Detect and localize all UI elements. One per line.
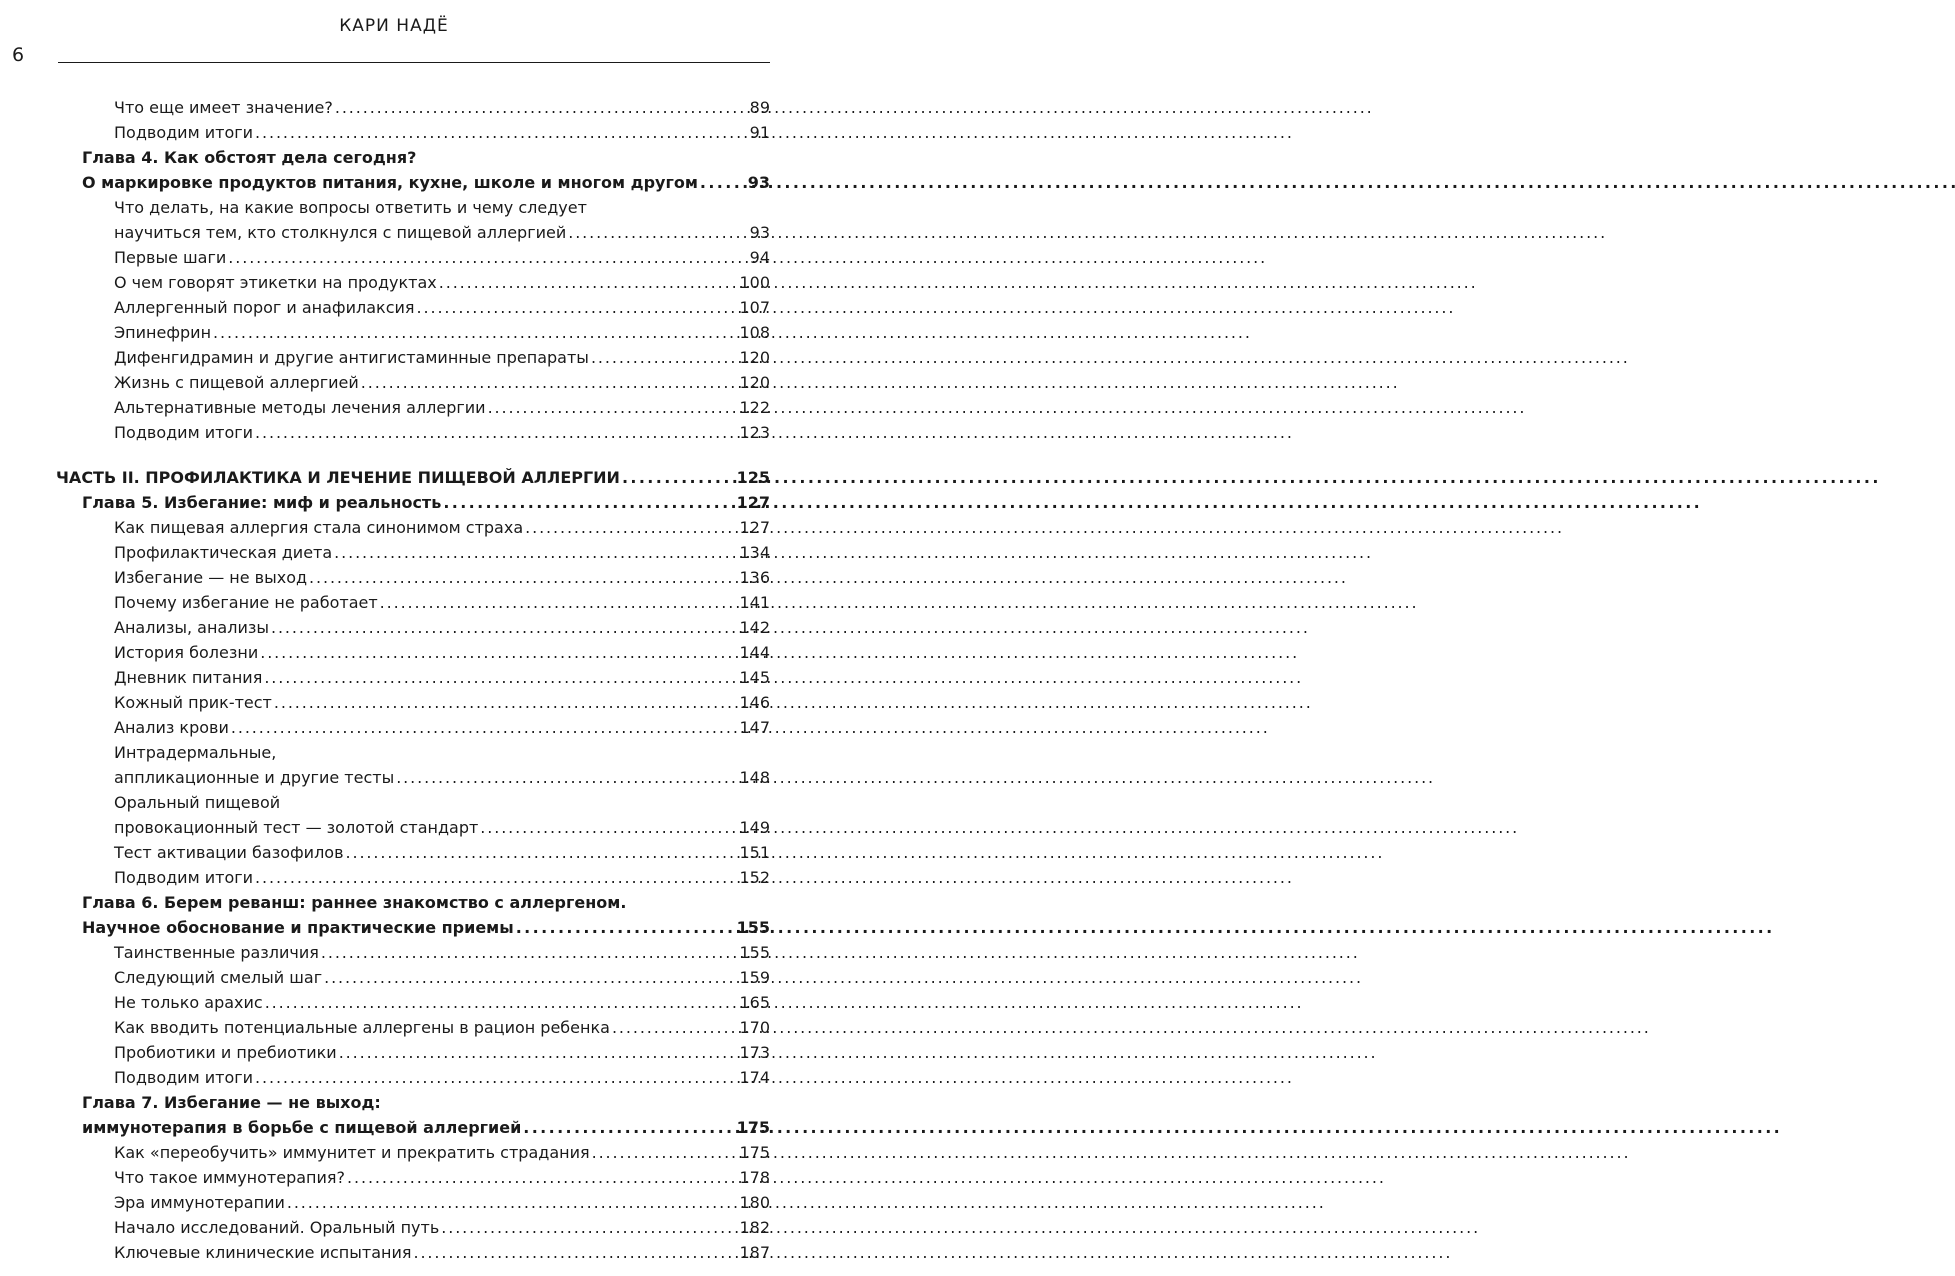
toc-entry-page: 187	[739, 1243, 770, 1262]
toc-entry-title: Тест активации базофилов	[114, 843, 344, 862]
toc-leader-dots	[480, 815, 737, 840]
page-number: 6	[12, 44, 25, 66]
toc-entry	[0, 940, 788, 965]
toc-leader-dots	[346, 840, 738, 865]
toc-entry-title: Подводим итоги	[114, 1068, 254, 1087]
toc-entry-page: 145	[739, 668, 770, 687]
toc-entry	[0, 170, 788, 195]
toc-entry-title: Жизнь с пищевой аллергией	[114, 373, 359, 392]
toc-entry-page: 94	[749, 248, 770, 267]
toc-leader-dots	[255, 420, 737, 445]
toc-entry-title: Пробиотики и пребиотики	[114, 1043, 337, 1062]
toc-entry-title: Дифенгидрамин и другие антигистаминные препараты	[114, 348, 589, 367]
toc-leader-dots	[255, 1065, 737, 1090]
toc-entry-page: 125	[736, 468, 770, 487]
toc-leader-dots	[271, 615, 737, 640]
toc-entry	[0, 1140, 788, 1165]
toc-entry-title: Интрадермальные,	[114, 743, 277, 762]
toc-entry-page: 108	[739, 323, 770, 342]
toc-entry-page: 173	[739, 1043, 770, 1062]
toc-entry-page: 180	[739, 1193, 770, 1212]
toc-entry	[0, 815, 788, 840]
toc-leader-dots	[568, 220, 747, 245]
toc-leader-dots	[380, 590, 738, 615]
toc-entry	[0, 1190, 788, 1215]
toc-leader-dots	[335, 95, 748, 120]
toc-entry	[0, 1015, 788, 1040]
toc-leader-dots	[439, 270, 738, 295]
toc-entry-page: 142	[739, 618, 770, 637]
toc-leader-dots	[592, 1140, 738, 1165]
toc-entry	[0, 965, 788, 990]
toc-entry	[0, 395, 788, 420]
toc-entry	[0, 1090, 788, 1115]
toc-entry-page: 175	[736, 1118, 770, 1137]
toc-entry	[0, 145, 788, 170]
toc-entry-page: 165	[739, 993, 770, 1012]
toc-entry-page: 100	[739, 273, 770, 292]
toc-entry-page: 151	[739, 843, 770, 862]
toc-entry	[0, 320, 788, 345]
toc-leader-dots	[309, 565, 737, 590]
toc-entry-title: Кожный прик-тест	[114, 693, 272, 712]
toc-entry-page: 170	[739, 1018, 770, 1037]
toc-entry-page: 149	[739, 818, 770, 837]
toc-entry-title: Как вводить потенциальные аллергены в рацион ребенка	[114, 1018, 610, 1037]
toc-entry	[0, 220, 788, 245]
toc-entry-title: Анализы, анализы	[114, 618, 269, 637]
toc-entry	[0, 915, 788, 940]
toc-entry	[0, 345, 788, 370]
toc-entry-title: Что еще имеет значение?	[114, 98, 333, 117]
toc-leader-dots	[396, 765, 737, 790]
toc-entry-title: О маркировке продуктов питания, кухне, школе и многом другом	[82, 173, 698, 192]
toc-leader-dots	[324, 965, 737, 990]
toc-entry	[0, 715, 788, 740]
toc-entry-page: 136	[739, 568, 770, 587]
toc-entry-page: 107	[739, 298, 770, 317]
toc-entry-page: 147	[739, 718, 770, 737]
toc-entry-title: Глава 5. Избегание: миф и реальность	[82, 493, 442, 512]
toc-leader-dots	[443, 490, 734, 515]
toc-leader-dots	[700, 170, 746, 195]
toc-entry	[0, 740, 788, 765]
toc-entry-page: 120	[739, 348, 770, 367]
toc-entry-page: 127	[736, 493, 770, 512]
toc-leader-dots	[488, 395, 738, 420]
toc-entry-title: Подводим итоги	[114, 868, 254, 887]
header-rule	[58, 62, 770, 63]
toc-entry-title: Профилактическая диета	[114, 543, 333, 562]
toc-leader-dots	[339, 1040, 738, 1065]
toc-leader-dots	[228, 245, 747, 270]
toc-entry	[0, 195, 788, 220]
toc-entry	[0, 990, 788, 1015]
toc-entry-page: 127	[739, 518, 770, 537]
toc-entry-title: Анализ крови	[114, 718, 229, 737]
toc-entry	[0, 270, 788, 295]
toc-entry-title: Глава 4. Как обстоят дела сегодня?	[82, 148, 417, 167]
table-of-contents	[0, 95, 788, 1265]
toc-entry	[0, 615, 788, 640]
toc-entry-title: Дневник питания	[114, 668, 263, 687]
toc-leader-dots	[591, 345, 738, 370]
toc-entry-page: 155	[736, 918, 770, 937]
toc-entry-title: провокационный тест — золотой стандарт	[114, 818, 479, 837]
toc-entry	[0, 515, 788, 540]
toc-leader-dots	[417, 295, 738, 320]
toc-leader-dots	[622, 465, 735, 490]
toc-leader-dots	[274, 690, 738, 715]
toc-entry	[0, 840, 788, 865]
toc-entry	[0, 865, 788, 890]
toc-entry	[0, 370, 788, 395]
toc-entry-title: Глава 6. Берем реванш: раннее знакомство с аллергеном.	[82, 893, 627, 912]
toc-entry-title: Что делать, на какие вопросы ответить и чему следует	[114, 198, 587, 217]
toc-leader-dots	[265, 990, 738, 1015]
toc-entry	[0, 565, 788, 590]
toc-entry-page: 178	[739, 1168, 770, 1187]
toc-entry	[0, 1065, 788, 1090]
toc-entry-title: Эра иммунотерапии	[114, 1193, 285, 1212]
toc-leader-dots	[213, 320, 737, 345]
toc-entry-title: Не только арахис	[114, 993, 263, 1012]
toc-entry-title: Аллергенный порог и анафилаксия	[114, 298, 415, 317]
toc-entry-page: 91	[749, 123, 770, 142]
toc-entry	[0, 665, 788, 690]
toc-leader-dots	[413, 1240, 737, 1265]
toc-entry-title: Ключевые клинические испытания	[114, 1243, 412, 1262]
toc-entry-title: Как «переобучить» иммунитет и прекратить страдания	[114, 1143, 590, 1162]
toc-entry	[0, 790, 788, 815]
toc-entry	[0, 765, 788, 790]
toc-entry	[0, 1165, 788, 1190]
toc-leader-dots	[334, 540, 737, 565]
toc-entry	[0, 490, 788, 515]
toc-leader-dots	[516, 915, 735, 940]
toc-entry-page: 175	[739, 1143, 770, 1162]
toc-leader-dots	[321, 940, 738, 965]
toc-entry-title: Таинственные различия	[114, 943, 319, 962]
toc-entry-page: 146	[739, 693, 770, 712]
toc-entry-page: 144	[739, 643, 770, 662]
toc-entry	[0, 465, 788, 490]
toc-entry	[0, 295, 788, 320]
toc-entry-page: 134	[739, 543, 770, 562]
toc-entry-title: Начало исследований. Оральный путь	[114, 1218, 440, 1237]
toc-entry-title: О чем говорят этикетки на продуктах	[114, 273, 437, 292]
toc-entry-title: Как пищевая аллергия стала синонимом страха	[114, 518, 524, 537]
toc-entry-page: 93	[747, 173, 770, 192]
toc-leader-dots	[525, 515, 737, 540]
toc-entry	[0, 95, 788, 120]
running-head: КАРИ НАДЁ	[339, 16, 449, 36]
toc-entry-page: 159	[739, 968, 770, 987]
toc-entry	[0, 420, 788, 445]
toc-entry	[0, 1040, 788, 1065]
toc-entry-title: научиться тем, кто столкнулся с пищевой аллергией	[114, 223, 567, 242]
toc-entry	[0, 690, 788, 715]
toc-entry	[0, 640, 788, 665]
toc-entry-page: 123	[739, 423, 770, 442]
toc-entry-page: 155	[739, 943, 770, 962]
toc-entry-title: Почему избегание не работает	[114, 593, 378, 612]
toc-entry	[0, 1115, 788, 1140]
toc-entry-page: 141	[739, 593, 770, 612]
toc-entry-page: 120	[739, 373, 770, 392]
toc-entry	[0, 540, 788, 565]
toc-entry-title: Что такое иммунотерапия?	[114, 1168, 346, 1187]
toc-entry-page: 152	[739, 868, 770, 887]
toc-entry-title: Альтернативные методы лечения аллергии	[114, 398, 486, 417]
toc-leader-dots	[231, 715, 738, 740]
toc-entry-page: 182	[739, 1218, 770, 1237]
toc-entry	[0, 245, 788, 270]
toc-entry-page: 148	[739, 768, 770, 787]
toc-entry-title: Эпинефрин	[114, 323, 212, 342]
toc-entry-page: 122	[739, 398, 770, 417]
toc-entry	[0, 1240, 788, 1265]
toc-entry-title: Следующий смелый шаг	[114, 968, 323, 987]
toc-entry-page: 174	[739, 1068, 770, 1087]
toc-leader-dots	[255, 120, 748, 145]
toc-leader-dots	[255, 865, 737, 890]
toc-leader-dots	[347, 1165, 737, 1190]
toc-entry-title: иммунотерапия в борьбе с пищевой аллергией	[82, 1118, 522, 1137]
toc-entry-title: аппликационные и другие тесты	[114, 768, 395, 787]
toc-entry-title: Глава 7. Избегание — не выход:	[82, 1093, 381, 1112]
toc-leader-dots	[287, 1190, 738, 1215]
toc-leader-dots	[441, 1215, 737, 1240]
toc-entry-title: Первые шаги	[114, 248, 227, 267]
toc-entry	[0, 1215, 788, 1240]
toc-entry	[0, 120, 788, 145]
toc-entry	[0, 590, 788, 615]
toc-entry-title: История болезни	[114, 643, 259, 662]
toc-leader-dots	[523, 1115, 734, 1140]
toc-leader-dots	[361, 370, 738, 395]
toc-entry-title: Избегание — не выход	[114, 568, 308, 587]
toc-leader-dots	[264, 665, 737, 690]
toc-entry-title: ЧАСТЬ II. ПРОФИЛАКТИКА И ЛЕЧЕНИЕ ПИЩЕВОЙ АЛЛЕРГИИ	[56, 468, 620, 487]
toc-entry-title: Подводим итоги	[114, 423, 254, 442]
toc-entry	[0, 890, 788, 915]
toc-entry-page: 89	[749, 98, 770, 117]
toc-entry-title: Подводим итоги	[114, 123, 254, 142]
toc-entry-title: Научное обоснование и практические приемы	[82, 918, 514, 937]
toc-leader-dots	[260, 640, 737, 665]
toc-leader-dots	[612, 1015, 738, 1040]
toc-entry-title: Оральный пищевой	[114, 793, 281, 812]
toc-entry-page: 93	[749, 223, 770, 242]
